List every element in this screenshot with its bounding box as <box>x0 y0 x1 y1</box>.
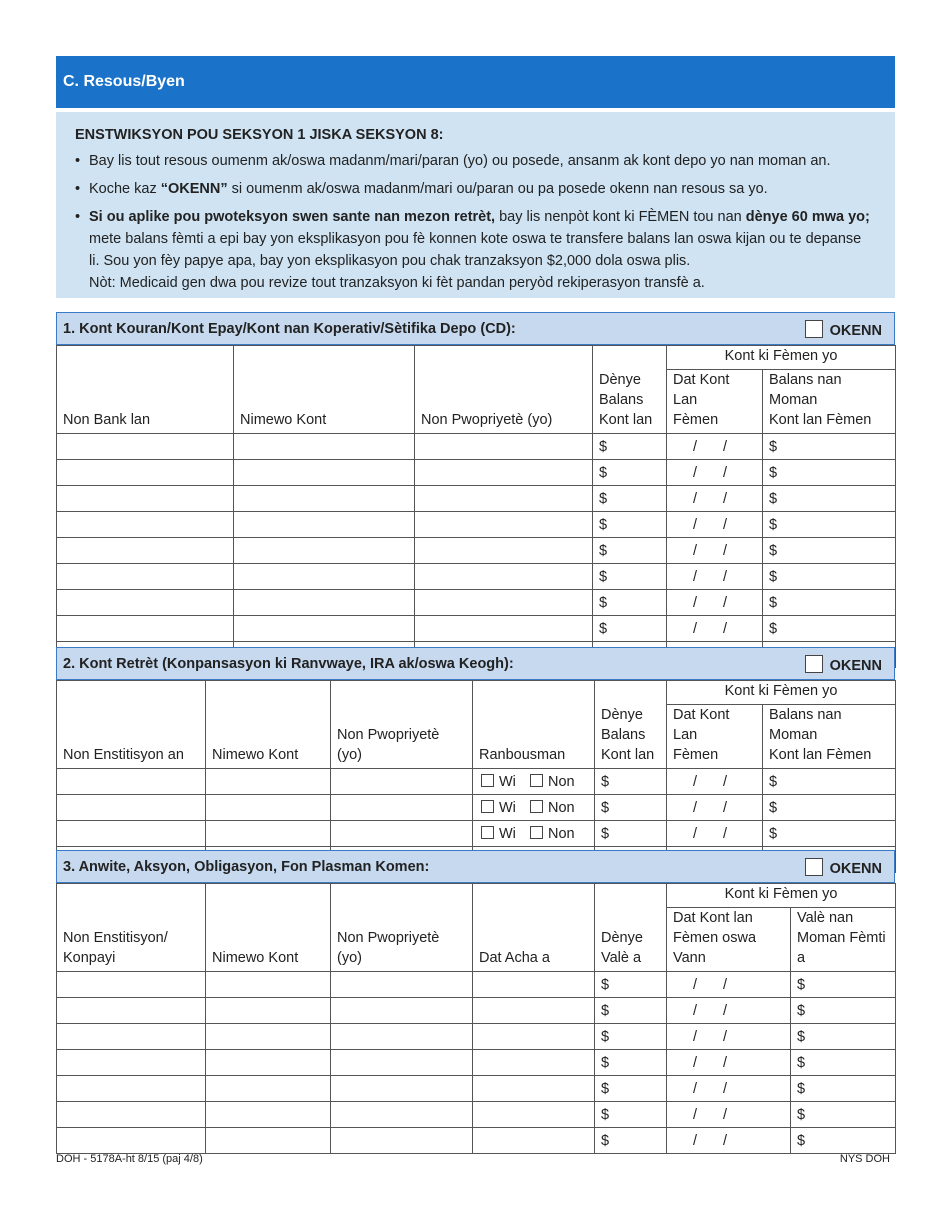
table-row <box>57 972 896 998</box>
amount-field[interactable] <box>791 972 896 998</box>
date-field[interactable] <box>667 1128 791 1154</box>
agency-name: NYS DOH <box>839 1153 890 1165</box>
date-sep: / <box>693 516 698 533</box>
closed-accounts-group: Kont ki Fèmen yo <box>667 884 896 908</box>
purchase-date-field[interactable] <box>473 1050 595 1076</box>
dollar-sign: $ <box>769 594 778 611</box>
institution-name-field[interactable] <box>57 972 206 998</box>
instruction-item-3: • Si ou aplike pou pwoteksyon swen sante nan mezon retrèt, bay lis nenpòt kont ki FÈMEN tou nan dènye 60 mwa yo; mete balans fèmti a epi bay yon eksplikasyon pou fè konnen kote oswa te transfere balans lan oswa kijan ou te depanse li. Sou yon fèy papye apa, bay yon eksplikasyon pou chak tranzaksyon $2,000 dola oswa plis. Nòt: Medicaid gen dwa pou revize tout tranzaksyon ki fèt pandan peryòd rekiperasyon transfè a. <box>75 206 871 294</box>
instructions-title: ENSTWIKSYON POU SEKSYON 1 JISKA SEKSYON 8: <box>75 127 444 143</box>
amount-field[interactable] <box>763 821 896 847</box>
table-row <box>57 564 896 590</box>
col-account-number: Nimewo Kont <box>234 346 415 434</box>
amount-field[interactable] <box>763 590 896 616</box>
section2-none-checkbox[interactable] <box>805 655 823 673</box>
amount-field[interactable] <box>593 564 667 590</box>
table-row <box>57 616 896 642</box>
date-field[interactable] <box>667 998 791 1024</box>
dollar-sign: $ <box>797 1028 806 1045</box>
dollar-sign: $ <box>769 620 778 637</box>
dollar-sign: $ <box>599 438 608 455</box>
owner-name-field[interactable] <box>415 512 593 538</box>
amount-field[interactable] <box>763 564 896 590</box>
date-sep: / <box>723 620 728 637</box>
account-number-field[interactable] <box>206 1024 331 1050</box>
amount-field[interactable] <box>593 512 667 538</box>
date-field[interactable] <box>667 538 763 564</box>
amount-field[interactable] <box>593 616 667 642</box>
refund-yes-checkbox[interactable] <box>481 800 494 813</box>
owner-name-field[interactable] <box>331 795 473 821</box>
account-number-field[interactable] <box>234 616 415 642</box>
date-sep: / <box>693 825 698 842</box>
owner-name-field[interactable] <box>415 486 593 512</box>
col-closing-balance: Balans nan Moman Kont lan Fèmen <box>763 370 896 434</box>
closed-accounts-group: Kont ki Fèmen yo <box>667 346 896 370</box>
table-row <box>57 434 896 460</box>
date-sep: / <box>693 976 698 993</box>
table-row <box>57 486 896 512</box>
purchase-date-field[interactable] <box>473 972 595 998</box>
amount-field[interactable] <box>763 512 896 538</box>
date-sep: / <box>723 1054 728 1071</box>
instruction-note: Nòt: Medicaid gen dwa pou revize tout tranzaksyon ki fèt pandan peryòd rekiperasyon transfè a. <box>89 275 705 291</box>
dollar-sign: $ <box>769 799 778 816</box>
institution-name-field[interactable] <box>57 795 206 821</box>
purchase-date-field[interactable] <box>473 1076 595 1102</box>
owner-name-field[interactable] <box>331 1128 473 1154</box>
amount-field[interactable] <box>763 460 896 486</box>
date-sep: / <box>723 516 728 533</box>
amount-field[interactable] <box>791 1050 896 1076</box>
date-sep: / <box>693 1028 698 1045</box>
amount-field[interactable] <box>595 1102 667 1128</box>
col-purchase-date: Dat Acha a <box>473 884 595 972</box>
instructions-list <box>75 150 871 294</box>
dollar-sign: $ <box>601 1106 610 1123</box>
purchase-date-field[interactable] <box>473 1102 595 1128</box>
owner-name-field[interactable] <box>331 998 473 1024</box>
table-row <box>57 590 896 616</box>
table-row <box>57 1076 896 1102</box>
dollar-sign: $ <box>769 490 778 507</box>
dollar-sign: $ <box>769 464 778 481</box>
col-closed-sold-date: Dat Kont lan Fèmen oswa Vann <box>667 908 791 972</box>
owner-name-field[interactable] <box>415 616 593 642</box>
date-sep: / <box>723 799 728 816</box>
date-field[interactable] <box>667 795 763 821</box>
account-number-field[interactable] <box>234 538 415 564</box>
date-sep: / <box>723 568 728 585</box>
col-bank-name: Non Bank lan <box>57 346 234 434</box>
account-number-field[interactable] <box>206 1076 331 1102</box>
dollar-sign: $ <box>769 825 778 842</box>
date-sep: / <box>723 773 728 790</box>
amount-field[interactable] <box>763 538 896 564</box>
owner-name-field[interactable] <box>331 821 473 847</box>
section1-table <box>56 345 896 668</box>
amount-field[interactable] <box>593 460 667 486</box>
date-field[interactable] <box>667 590 763 616</box>
section-header-bar <box>56 56 895 108</box>
date-sep: / <box>693 594 698 611</box>
purchase-date-field[interactable] <box>473 998 595 1024</box>
col-institution-name: Non Enstitisyon/ Konpayi <box>57 884 206 972</box>
col-refund: Ranbousman <box>473 681 595 769</box>
owner-name-field[interactable] <box>331 1024 473 1050</box>
owner-name-field[interactable] <box>415 434 593 460</box>
table-row <box>57 512 896 538</box>
date-sep: / <box>723 1132 728 1149</box>
dollar-sign: $ <box>797 1080 806 1097</box>
dollar-sign: $ <box>601 1080 610 1097</box>
date-sep: / <box>693 1132 698 1149</box>
dollar-sign: $ <box>599 490 608 507</box>
refund-field[interactable]: Wi Non <box>473 795 595 821</box>
account-number-field[interactable] <box>206 998 331 1024</box>
date-sep: / <box>723 825 728 842</box>
amount-field[interactable] <box>791 1102 896 1128</box>
table-row <box>57 998 896 1024</box>
date-sep: / <box>723 594 728 611</box>
account-number-field[interactable] <box>206 795 331 821</box>
date-sep: / <box>723 542 728 559</box>
amount-field[interactable] <box>595 795 667 821</box>
col-account-number: Nimewo Kont <box>206 884 331 972</box>
owner-name-field[interactable] <box>331 1050 473 1076</box>
institution-name-field[interactable] <box>57 821 206 847</box>
institution-name-field[interactable] <box>57 1050 206 1076</box>
date-sep: / <box>723 438 728 455</box>
institution-name-field[interactable] <box>57 1024 206 1050</box>
bank-name-field[interactable] <box>57 512 234 538</box>
section-title: C. Resous/Byen <box>63 73 185 90</box>
refund-field[interactable]: Wi Non <box>473 769 595 795</box>
dollar-sign: $ <box>797 976 806 993</box>
date-field[interactable] <box>667 460 763 486</box>
date-field[interactable] <box>667 1102 791 1128</box>
account-number-field[interactable] <box>206 1128 331 1154</box>
dollar-sign: $ <box>769 542 778 559</box>
amount-field[interactable] <box>593 434 667 460</box>
dollar-sign: $ <box>601 1002 610 1019</box>
dollar-sign: $ <box>601 976 610 993</box>
owner-name-field[interactable] <box>415 564 593 590</box>
amount-field[interactable] <box>763 486 896 512</box>
account-number-field[interactable] <box>234 486 415 512</box>
amount-field[interactable] <box>763 434 896 460</box>
dollar-sign: $ <box>797 1002 806 1019</box>
institution-name-field[interactable] <box>57 1102 206 1128</box>
owner-name-field[interactable] <box>331 972 473 998</box>
date-sep: / <box>693 438 698 455</box>
bank-name-field[interactable] <box>57 434 234 460</box>
amount-field[interactable] <box>791 1024 896 1050</box>
date-field[interactable] <box>667 1076 791 1102</box>
dollar-sign: $ <box>601 773 610 790</box>
amount-field[interactable] <box>763 795 896 821</box>
dollar-sign: $ <box>769 438 778 455</box>
amount-field[interactable] <box>763 616 896 642</box>
col-latest-value: Dènye Valè a <box>595 884 667 972</box>
date-field[interactable] <box>667 972 791 998</box>
closed-accounts-group: Kont ki Fèmen yo <box>667 681 896 705</box>
date-sep: / <box>693 568 698 585</box>
section3-none-checkbox[interactable] <box>805 858 823 876</box>
bank-name-field[interactable] <box>57 564 234 590</box>
table-row <box>57 538 896 564</box>
col-closing-balance: Balans nan Moman Kont lan Fèmen <box>763 705 896 769</box>
section3-title: 3. Anwite, Aksyon, Obligasyon, Fon Plasman Komen: <box>63 859 430 875</box>
institution-name-field[interactable] <box>57 1128 206 1154</box>
refund-no-checkbox[interactable] <box>530 774 543 787</box>
table-row <box>57 769 896 795</box>
amount-field[interactable] <box>595 821 667 847</box>
date-sep: / <box>693 1054 698 1071</box>
date-sep: / <box>723 1080 728 1097</box>
refund-yes-checkbox[interactable] <box>481 826 494 839</box>
dollar-sign: $ <box>599 542 608 559</box>
col-closed-date: Dat Kont Lan Fèmen <box>667 370 763 434</box>
dollar-sign: $ <box>599 594 608 611</box>
bank-name-field[interactable] <box>57 538 234 564</box>
owner-name-field[interactable] <box>415 590 593 616</box>
amount-field[interactable] <box>593 538 667 564</box>
date-sep: / <box>693 542 698 559</box>
date-sep: / <box>693 799 698 816</box>
institution-name-field[interactable] <box>57 998 206 1024</box>
amount-field[interactable] <box>791 1076 896 1102</box>
section3-header <box>56 850 895 883</box>
col-owner-name: Non Pwopriyetè (yo) <box>415 346 593 434</box>
date-field[interactable] <box>667 821 763 847</box>
amount-field[interactable] <box>593 590 667 616</box>
account-number-field[interactable] <box>206 821 331 847</box>
table-row <box>57 1024 896 1050</box>
dollar-sign: $ <box>599 516 608 533</box>
date-sep: / <box>693 773 698 790</box>
instructions-box <box>56 112 895 298</box>
date-sep: / <box>693 1002 698 1019</box>
institution-name-field[interactable] <box>57 769 206 795</box>
owner-name-field[interactable] <box>331 1076 473 1102</box>
dollar-sign: $ <box>769 516 778 533</box>
amount-field[interactable] <box>595 1128 667 1154</box>
table-row <box>57 1050 896 1076</box>
date-field[interactable] <box>667 434 763 460</box>
instruction-item-1: • Bay lis tout resous oumenm ak/oswa madanm/mari/paran (yo) ou posede, ansanm ak kont depo yo nan moman an. <box>75 150 871 172</box>
account-number-field[interactable] <box>234 460 415 486</box>
purchase-date-field[interactable] <box>473 1024 595 1050</box>
table-row <box>57 1102 896 1128</box>
date-sep: / <box>723 490 728 507</box>
date-field[interactable] <box>667 616 763 642</box>
dollar-sign: $ <box>797 1106 806 1123</box>
table-row <box>57 821 896 847</box>
dollar-sign: $ <box>601 825 610 842</box>
date-sep: / <box>693 1080 698 1097</box>
dollar-sign: $ <box>599 464 608 481</box>
refund-yes-checkbox[interactable] <box>481 774 494 787</box>
date-sep: / <box>693 620 698 637</box>
date-sep: / <box>723 1106 728 1123</box>
date-sep: / <box>723 976 728 993</box>
account-number-field[interactable] <box>234 434 415 460</box>
account-number-field[interactable] <box>206 972 331 998</box>
owner-name-field[interactable] <box>331 1102 473 1128</box>
account-number-field[interactable] <box>206 769 331 795</box>
account-number-field[interactable] <box>234 590 415 616</box>
table-row <box>57 795 896 821</box>
date-field[interactable] <box>667 564 763 590</box>
dollar-sign: $ <box>599 620 608 637</box>
account-number-field[interactable] <box>206 1050 331 1076</box>
dollar-sign: $ <box>601 799 610 816</box>
date-field[interactable] <box>667 1050 791 1076</box>
section1-none-option[interactable]: OKENN <box>805 320 882 339</box>
amount-field[interactable] <box>595 972 667 998</box>
amount-field[interactable] <box>595 1024 667 1050</box>
bank-name-field[interactable] <box>57 590 234 616</box>
table-row <box>57 1128 896 1154</box>
col-owner-name: Non Pwopriyetè (yo) <box>331 884 473 972</box>
date-field[interactable] <box>667 486 763 512</box>
amount-field[interactable] <box>593 486 667 512</box>
institution-name-field[interactable] <box>57 1076 206 1102</box>
refund-no-checkbox[interactable] <box>530 800 543 813</box>
date-field[interactable] <box>667 769 763 795</box>
section2-none-option[interactable]: OKENN <box>805 655 882 674</box>
date-sep: / <box>723 1002 728 1019</box>
date-field[interactable] <box>667 512 763 538</box>
date-sep: / <box>693 1106 698 1123</box>
section3-table <box>56 883 896 1154</box>
dollar-sign: $ <box>769 568 778 585</box>
amount-field[interactable] <box>763 769 896 795</box>
purchase-date-field[interactable] <box>473 1128 595 1154</box>
refund-field[interactable]: Wi Non <box>473 821 595 847</box>
owner-name-field[interactable] <box>415 538 593 564</box>
refund-no-checkbox[interactable] <box>530 826 543 839</box>
owner-name-field[interactable] <box>415 460 593 486</box>
account-number-field[interactable] <box>234 564 415 590</box>
date-sep: / <box>723 1028 728 1045</box>
col-latest-balance: Dènye Balans Kont lan <box>593 346 667 434</box>
dollar-sign: $ <box>797 1054 806 1071</box>
dollar-sign: $ <box>599 568 608 585</box>
dollar-sign: $ <box>797 1132 806 1149</box>
section2-title: 2. Kont Retrèt (Konpansasyon ki Ranvwaye, IRA ak/oswa Keogh): <box>63 656 514 672</box>
date-sep: / <box>693 490 698 507</box>
dollar-sign: $ <box>601 1028 610 1045</box>
amount-field[interactable] <box>595 1050 667 1076</box>
bank-name-field[interactable] <box>57 460 234 486</box>
col-institution-name: Non Enstitisyon an <box>57 681 206 769</box>
bank-name-field[interactable] <box>57 486 234 512</box>
dollar-sign: $ <box>601 1132 610 1149</box>
col-latest-balance: Dènye Balans Kont lan <box>595 681 667 769</box>
section2-table <box>56 680 896 873</box>
col-closed-date: Dat Kont Lan Fèmen <box>667 705 763 769</box>
amount-field[interactable] <box>791 998 896 1024</box>
dollar-sign: $ <box>769 773 778 790</box>
instruction-item-2: • Koche kaz “OKENN” si oumenm ak/oswa madanm/mari ou/paran ou pa posede okenn nan resous sa yo. <box>75 178 871 200</box>
section1-title: 1. Kont Kouran/Kont Epay/Kont nan Koperativ/Sètifika Depo (CD): <box>63 321 516 337</box>
date-field[interactable] <box>667 1024 791 1050</box>
col-account-number: Nimewo Kont <box>206 681 331 769</box>
date-sep: / <box>723 464 728 481</box>
col-closing-value: Valè nan Moman Fèmti a <box>791 908 896 972</box>
amount-field[interactable] <box>595 998 667 1024</box>
section2-header <box>56 647 895 680</box>
dollar-sign: $ <box>601 1054 610 1071</box>
col-owner-name: Non Pwopriyetè (yo) <box>331 681 473 769</box>
bank-name-field[interactable] <box>57 616 234 642</box>
account-number-field[interactable] <box>234 512 415 538</box>
amount-field[interactable] <box>791 1128 896 1154</box>
form-id: DOH - 5178A-ht 8/15 (paj 4/8) <box>56 1153 203 1165</box>
date-sep: / <box>693 464 698 481</box>
section1-header <box>56 312 895 345</box>
owner-name-field[interactable] <box>331 769 473 795</box>
amount-field[interactable] <box>595 769 667 795</box>
account-number-field[interactable] <box>206 1102 331 1128</box>
amount-field[interactable] <box>595 1076 667 1102</box>
table-row <box>57 460 896 486</box>
section1-none-checkbox[interactable] <box>805 320 823 338</box>
section3-none-option[interactable]: OKENN <box>805 858 882 877</box>
